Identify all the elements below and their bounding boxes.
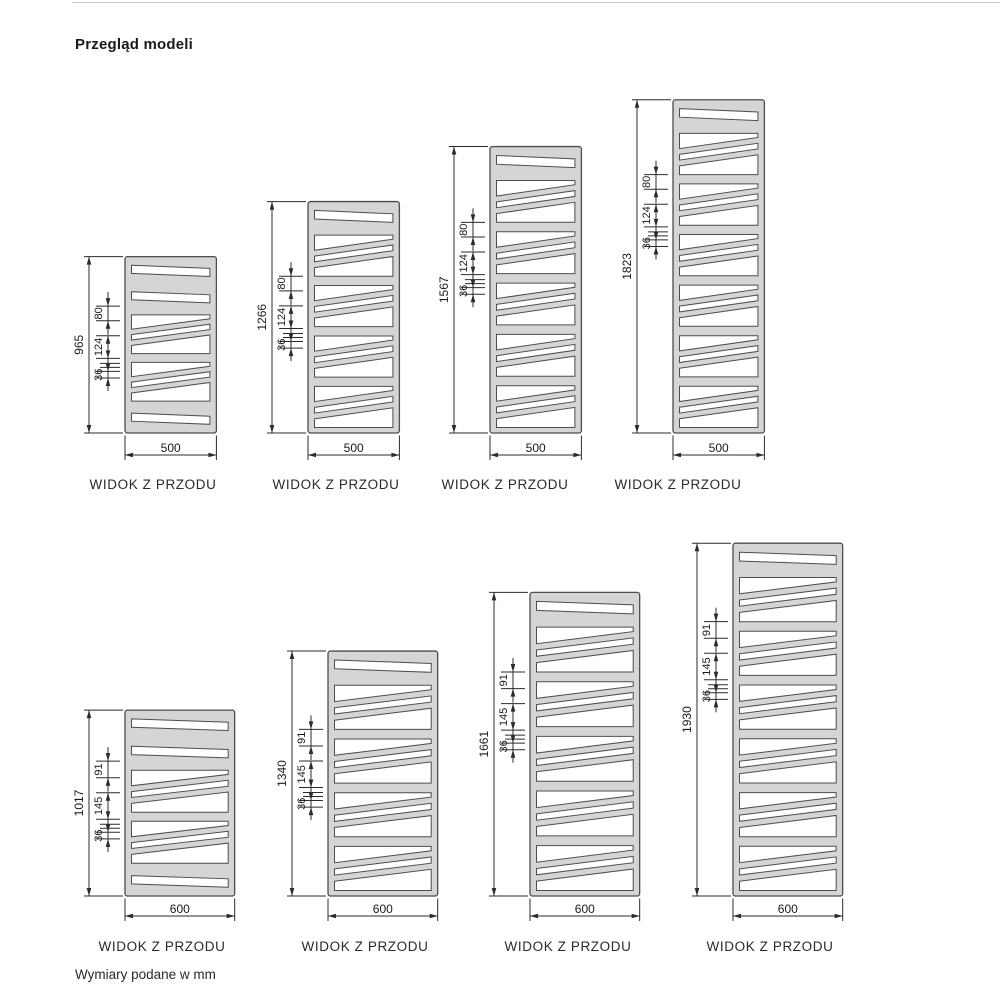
width-dim-label: 500 bbox=[708, 441, 729, 455]
sub-dim-label-2: 124 bbox=[457, 254, 470, 273]
height-dim-label: 1661 bbox=[477, 730, 492, 758]
width-dimension bbox=[125, 899, 235, 922]
height-dim-label: 1266 bbox=[255, 303, 270, 331]
width-dim-label: 500 bbox=[160, 441, 181, 455]
sub-dimension-group bbox=[276, 262, 303, 361]
sub-dim-label-2: 124 bbox=[275, 307, 288, 327]
height-dim-label: 965 bbox=[72, 334, 87, 355]
sub-dimension-group bbox=[93, 292, 120, 391]
sub-dim-label-1: 80 bbox=[640, 175, 653, 189]
height-dim-label: 1340 bbox=[275, 760, 290, 787]
sub-dim-label-2: 124 bbox=[640, 206, 653, 225]
sub-dim-label-2: 145 bbox=[92, 796, 105, 816]
width-dim-label: 600 bbox=[777, 902, 798, 916]
width-dimension bbox=[308, 436, 399, 461]
radiator-1661x600 bbox=[477, 592, 639, 921]
sub-dimension-group bbox=[701, 608, 728, 713]
radiator-1567x500 bbox=[437, 147, 581, 460]
page-title: Przegląd modeli bbox=[75, 36, 194, 53]
sub-dim-label-2: 145 bbox=[497, 707, 510, 727]
width-dimension bbox=[125, 436, 216, 461]
sub-dimension-group bbox=[296, 715, 323, 820]
width-dimension bbox=[490, 436, 581, 461]
sub-dimension-group bbox=[458, 208, 485, 307]
sub-dim-label-3: 36 bbox=[457, 284, 470, 298]
sub-dim-label-3: 36 bbox=[92, 368, 105, 381]
sub-dim-label-1: 80 bbox=[275, 277, 288, 290]
sub-dim-label-2: 145 bbox=[700, 657, 713, 676]
sub-dim-label-2: 124 bbox=[92, 337, 105, 357]
width-dimension bbox=[673, 436, 764, 461]
height-dimension bbox=[620, 100, 671, 433]
sub-dimension-group bbox=[93, 747, 120, 852]
sub-dim-label-3: 36 bbox=[700, 689, 713, 703]
view-label-row2-model3: WIDOK Z PRZODU bbox=[504, 939, 632, 954]
sub-dim-label-2: 145 bbox=[295, 765, 308, 784]
view-label-row2-model1: WIDOK Z PRZODU bbox=[98, 939, 226, 954]
width-dim-label: 600 bbox=[574, 902, 595, 916]
sub-dim-label-1: 80 bbox=[92, 307, 105, 320]
sub-dim-label-1: 91 bbox=[700, 623, 713, 637]
width-dim-label: 600 bbox=[372, 902, 393, 916]
sub-dimension-group bbox=[641, 161, 668, 260]
view-label-row1-model2: WIDOK Z PRZODU bbox=[272, 477, 400, 492]
sub-dimension-group bbox=[498, 658, 525, 763]
width-dim-label: 500 bbox=[525, 441, 546, 455]
sub-dim-label-3: 36 bbox=[497, 740, 510, 753]
height-dim-label: 1930 bbox=[680, 706, 695, 733]
width-dimension bbox=[733, 899, 843, 922]
width-dim-label: 500 bbox=[343, 441, 364, 455]
height-dim-label: 1823 bbox=[620, 253, 635, 280]
view-label-row2-model2: WIDOK Z PRZODU bbox=[301, 939, 429, 954]
width-dim-label: 600 bbox=[169, 902, 190, 916]
radiator-1266x500 bbox=[255, 202, 399, 460]
width-dimension bbox=[328, 899, 438, 922]
units-note: Wymiary podane w mm bbox=[75, 967, 216, 982]
radiator-1930x600 bbox=[680, 543, 842, 921]
height-dim-label: 1567 bbox=[437, 276, 452, 304]
sub-dim-label-1: 91 bbox=[92, 763, 105, 776]
sub-dim-label-3: 36 bbox=[295, 797, 308, 810]
sub-dim-label-1: 91 bbox=[497, 674, 510, 687]
height-dim-label: 1017 bbox=[72, 789, 87, 817]
radiator-1340x600 bbox=[275, 651, 437, 921]
radiator-1017x600 bbox=[72, 710, 234, 921]
height-dimension bbox=[680, 543, 731, 896]
view-label-row1-model3: WIDOK Z PRZODU bbox=[441, 477, 569, 492]
view-label-row1-model1: WIDOK Z PRZODU bbox=[89, 477, 217, 492]
width-dimension bbox=[530, 899, 640, 922]
radiator-965x500 bbox=[72, 257, 216, 460]
sub-dim-label-3: 36 bbox=[640, 237, 653, 250]
view-label-row1-model4: WIDOK Z PRZODU bbox=[614, 477, 742, 492]
sub-dim-label-1: 91 bbox=[295, 731, 308, 744]
sub-dim-label-3: 36 bbox=[92, 829, 105, 842]
sub-dim-label-3: 36 bbox=[275, 338, 288, 351]
radiator-1823x500 bbox=[620, 100, 764, 460]
sub-dim-label-1: 80 bbox=[457, 223, 470, 236]
view-label-row2-model4: WIDOK Z PRZODU bbox=[706, 939, 834, 954]
